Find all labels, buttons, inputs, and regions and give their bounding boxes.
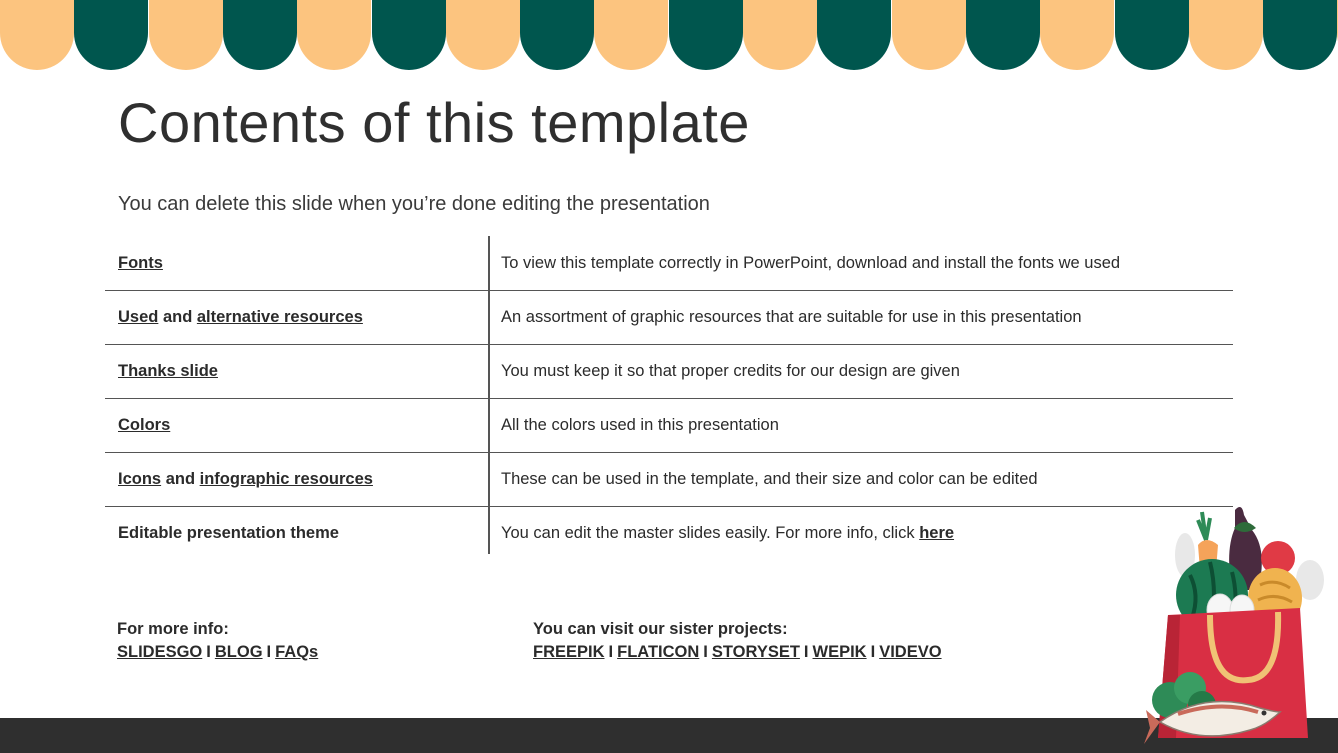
sister-projects-links: [533, 641, 942, 664]
awning-scallop: [446, 0, 520, 70]
awning-decoration: [0, 0, 1338, 72]
text-fragment: Editable presentation theme: [118, 524, 339, 542]
link-used[interactable]: Used: [118, 308, 159, 326]
row-topic: [105, 254, 488, 273]
row-topic: [105, 308, 488, 327]
more-info-links: [117, 641, 318, 664]
awning-scallop: [594, 0, 668, 70]
contents-table: [105, 237, 1233, 560]
awning-scallop: [1040, 0, 1114, 70]
link-separator: I: [703, 643, 708, 661]
awning-scallop: [669, 0, 743, 70]
footer-link-freepik[interactable]: FREEPIK: [533, 643, 605, 661]
table-row: [105, 399, 1233, 453]
awning-scallop: [817, 0, 891, 70]
row-topic: [105, 416, 488, 435]
text-fragment: and: [161, 470, 200, 488]
grocery-bag-illustration: [1140, 500, 1338, 753]
text-fragment: These can be used in the template, and their size and color can be edited: [501, 470, 1038, 488]
link-fonts[interactable]: Fonts: [118, 254, 163, 272]
text-fragment: To view this template correctly in PowerPoint, download and install the fonts we used: [501, 254, 1121, 272]
table-row: [105, 237, 1233, 291]
bottom-bar: [0, 718, 1338, 753]
row-description: [488, 362, 960, 381]
awning-scallop: [1263, 0, 1337, 70]
row-description: [488, 524, 954, 543]
link-colors[interactable]: Colors: [118, 416, 171, 434]
link-separator: I: [206, 643, 211, 661]
link-alternative-resources[interactable]: alternative resources: [196, 308, 363, 326]
text-fragment: You can edit the master slides easily. For more info, click: [501, 524, 920, 542]
row-topic: [105, 524, 488, 543]
footer-link-faqs[interactable]: FAQs: [275, 643, 319, 661]
link-separator: I: [266, 643, 272, 661]
footer-link-blog[interactable]: BLOG: [214, 643, 263, 661]
text-fragment: An assortment of graphic resources that are suitable for use in this presentation: [501, 308, 1082, 326]
footer-link-flaticon[interactable]: FLATICON: [617, 643, 700, 661]
table-row: [105, 291, 1233, 345]
link-thanks-slide[interactable]: Thanks slide: [118, 362, 218, 380]
page-title: Contents of this template: [118, 91, 750, 154]
awning-scallop: [892, 0, 966, 70]
more-info-label: For more info:: [117, 620, 229, 638]
footer-link-slidesgo[interactable]: SLIDESGO: [117, 643, 203, 661]
awning-scallop: [966, 0, 1040, 70]
text-fragment: You must keep it so that proper credits for our design are given: [501, 362, 960, 380]
link-separator: I: [608, 643, 614, 661]
table-row: [105, 345, 1233, 399]
link-separator: I: [803, 643, 809, 661]
link-separator: I: [870, 643, 876, 661]
table-column-divider: [488, 236, 490, 554]
awning-scallop: [372, 0, 446, 70]
awning-scallop: [223, 0, 297, 70]
footer-link-storyset[interactable]: STORYSET: [711, 643, 800, 661]
text-fragment: All the colors used in this presentation: [501, 416, 779, 434]
row-description: [488, 254, 1120, 273]
text-fragment: and: [158, 308, 197, 326]
page-subtitle: You can delete this slide when you’re done editing the presentation: [118, 193, 710, 215]
awning-scallop: [0, 0, 74, 70]
row-topic: [105, 470, 488, 489]
awning-scallop: [74, 0, 148, 70]
link-infographic-resources[interactable]: infographic resources: [199, 470, 373, 488]
footer-link-wepik[interactable]: WEPIK: [812, 643, 867, 661]
table-row: [105, 507, 1233, 560]
link-icons[interactable]: Icons: [118, 470, 162, 488]
awning-scallop: [149, 0, 223, 70]
row-description: [488, 470, 1038, 489]
footer-link-videvo[interactable]: VIDEVO: [879, 643, 942, 661]
link-here[interactable]: here: [919, 524, 955, 542]
awning-scallop: [297, 0, 371, 70]
awning-scallop: [1115, 0, 1189, 70]
row-topic: [105, 362, 488, 381]
table-row: [105, 453, 1233, 507]
sister-projects-block: [533, 618, 942, 664]
awning-scallop: [743, 0, 817, 70]
sister-projects-label: You can visit our sister projects:: [533, 620, 788, 638]
row-description: [488, 416, 779, 435]
more-info-block: [117, 618, 318, 664]
row-description: [488, 308, 1082, 327]
awning-scallop: [1189, 0, 1263, 70]
awning-scallop: [520, 0, 594, 70]
